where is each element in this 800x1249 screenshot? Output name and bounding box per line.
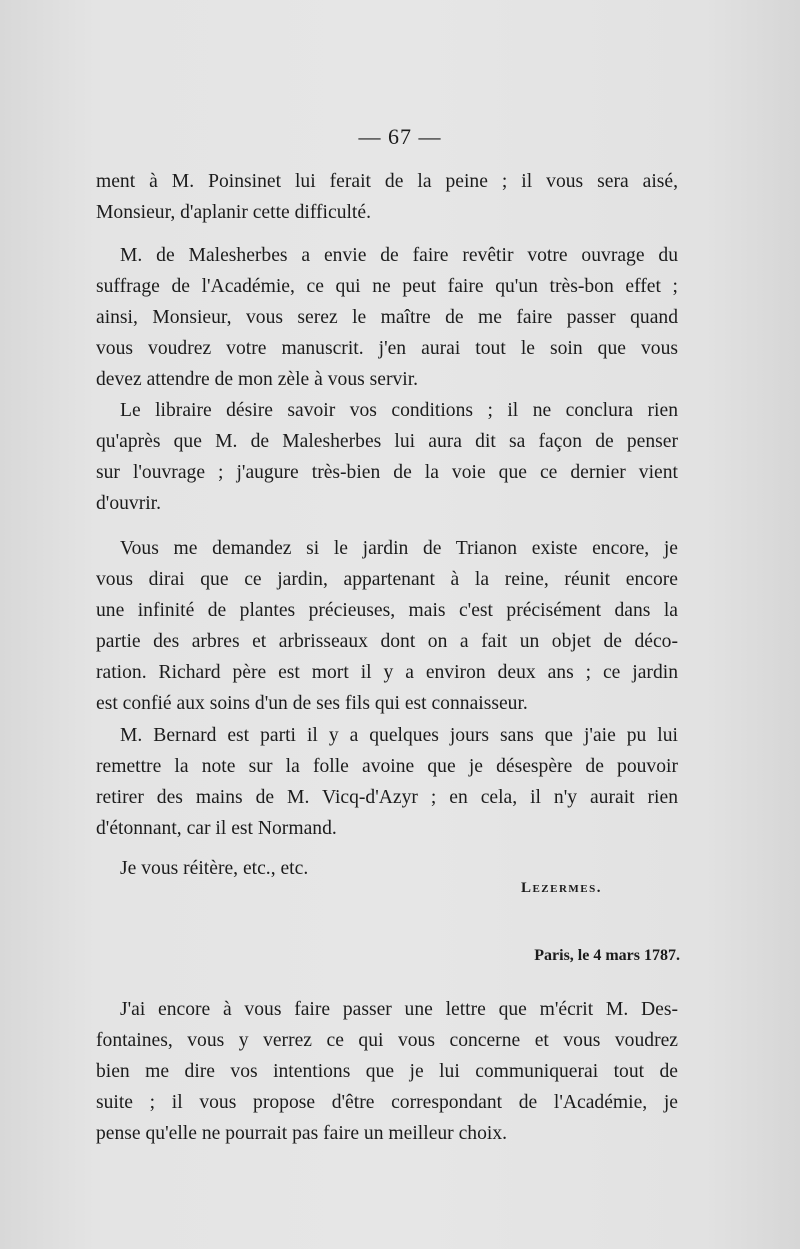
paragraph bbox=[96, 395, 678, 519]
text-line: devez attendre de mon zèle à vous servir. bbox=[96, 369, 419, 390]
text-line: suffrage de l'Académie, ce qui ne peut faire qu'un très-bon effet ; bbox=[96, 276, 678, 297]
text-line: ainsi, Monsieur, vous serez le maître de me faire passer quand bbox=[96, 307, 678, 328]
text-line: M. de Malesherbes a envie de faire revêtir votre ouvrage du bbox=[120, 245, 678, 266]
text-line: partie des arbres et arbrisseaux dont on a fait un objet de déco- bbox=[96, 631, 678, 652]
paragraph bbox=[96, 533, 678, 719]
text-line: ment à M. Poinsinet lui ferait de la peine ; il vous sera aisé, bbox=[96, 171, 678, 192]
signature: Lezermes. bbox=[520, 880, 602, 896]
text-line: d'étonnant, car il est Normand. bbox=[96, 818, 337, 839]
text-line: une infinité de plantes précieuses, mais c'est précisément dans la bbox=[96, 600, 678, 621]
text-line: ration. Richard père est mort il y a environ deux ans ; ce jardin bbox=[96, 662, 678, 683]
text-line: Vous me demandez si le jardin de Trianon existe encore, je bbox=[120, 538, 678, 559]
text-line: retirer des mains de M. Vicq-d'Azyr ; en cela, il n'y aurait rien bbox=[96, 787, 678, 808]
dateline: Paris, le 4 mars 1787. bbox=[534, 947, 680, 964]
text-line: Monsieur, d'aplanir cette difficulté. bbox=[96, 202, 371, 223]
text-line: suite ; il vous propose d'être correspondant de l'Académie, je bbox=[96, 1092, 678, 1113]
paragraph bbox=[96, 166, 678, 228]
paragraph bbox=[96, 240, 678, 395]
paragraph bbox=[96, 720, 678, 844]
page-number: — 67 — bbox=[358, 124, 442, 149]
paragraph bbox=[96, 994, 678, 1149]
text-line: J'ai encore à vous faire passer une lettre que m'écrit M. Des- bbox=[120, 999, 678, 1020]
text-line: M. Bernard est parti il y a quelques jours sans que j'aie pu lui bbox=[120, 725, 678, 746]
text-line: fontaines, vous y verrez ce qui vous concerne et vous voudrez bbox=[96, 1030, 678, 1051]
text-line: Je vous réitère, etc., etc. bbox=[120, 858, 309, 879]
text-line: vous voudrez votre manuscrit. j'en aurai tout le soin que vous bbox=[96, 338, 678, 359]
text-line: sur l'ouvrage ; j'augure très-bien de la voie que ce dernier vient bbox=[96, 462, 678, 483]
text-line: qu'après que M. de Malesherbes lui aura dit sa façon de penser bbox=[96, 431, 678, 452]
text-line: Le libraire désire savoir vos conditions ; il ne conclura rien bbox=[120, 400, 678, 421]
text-line: vous dirai que ce jardin, appartenant à la reine, réunit encore bbox=[96, 569, 678, 590]
text-line: bien me dire vos intentions que je lui communiquerai tout de bbox=[96, 1061, 678, 1082]
text-line: pense qu'elle ne pourrait pas faire un meilleur choix. bbox=[96, 1123, 508, 1144]
text-line: remettre la note sur la folle avoine que je désespère de pouvoir bbox=[96, 756, 678, 777]
text-line: d'ouvrir. bbox=[96, 493, 162, 514]
text-line: est confié aux soins d'un de ses fils qui est connaisseur. bbox=[96, 693, 528, 714]
